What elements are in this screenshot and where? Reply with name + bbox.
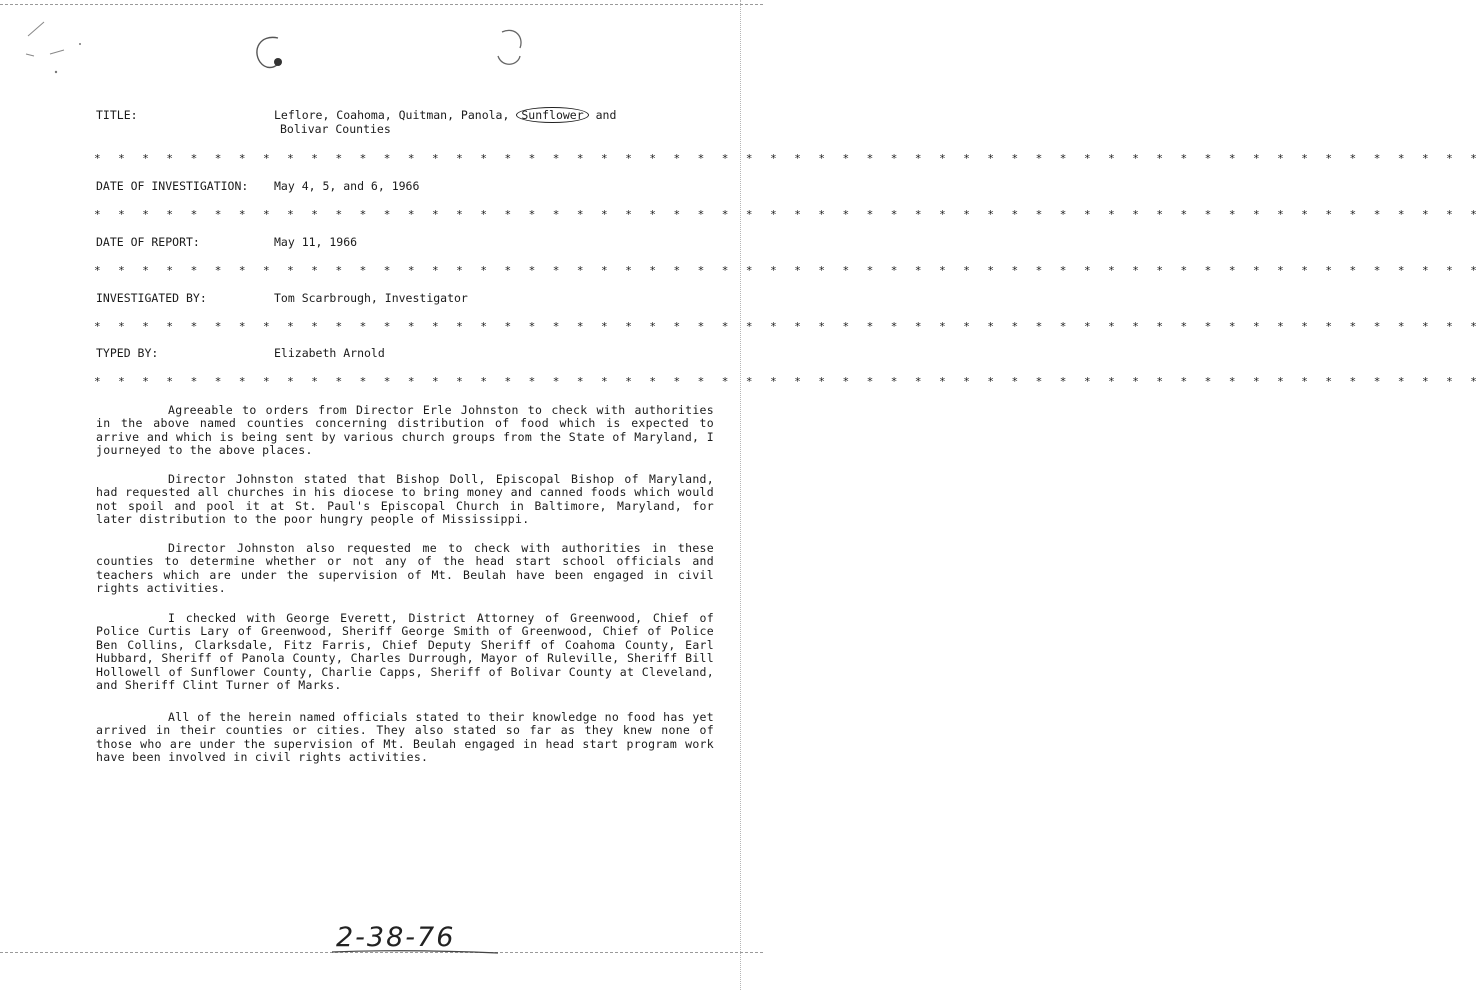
paragraph-3: [96, 542, 714, 596]
title-value-circled: Sunflower: [516, 107, 588, 123]
title-value-part2: and: [595, 108, 617, 122]
title-label: TITLE:: [96, 108, 138, 122]
investigated-by-label: INVESTIGATED BY:: [96, 291, 207, 305]
typed-by-label: TYPED BY:: [96, 346, 159, 360]
paragraph-4: [96, 612, 714, 692]
separator-3: * * * * * * * * * * * * * * * * * * * * * * * * * * * * * * * * * * * * * * * * * * * * * * * * * * * * * * * * * *: [94, 264, 1482, 277]
title-value-line2: Bolivar Counties: [280, 122, 391, 136]
scan-edge-top: [0, 4, 763, 5]
title-value-part1: Leflore, Coahoma, Quitman, Panola,: [274, 108, 510, 122]
paragraph-1: [96, 404, 714, 458]
paragraph-1-text: Agreeable to orders from Director Erle Johnston to check with authorities in the above named counties concerning distribution of food which is expected to arrive and which is being sent by various church groups from the State of Maryland, I journeyed to the above places.: [96, 403, 714, 458]
scan-specks-icon: [20, 14, 100, 84]
separator-5: * * * * * * * * * * * * * * * * * * * * * * * * * * * * * * * * * * * * * * * * * * * * * * * * * * * * * * * * * *: [94, 375, 1482, 388]
page-number-underline-icon: [330, 948, 500, 956]
separator-1: * * * * * * * * * * * * * * * * * * * * * * * * * * * * * * * * * * * * * * * * * * * * * * * * * * * * * * * * * *: [94, 152, 1482, 165]
handwritten-page-number: 2-38-76: [336, 922, 456, 953]
separator-2: * * * * * * * * * * * * * * * * * * * * * * * * * * * * * * * * * * * * * * * * * * * * * * * * * * * * * * * * * *: [94, 208, 1482, 221]
typed-by-value: Elizabeth Arnold: [274, 346, 385, 360]
title-value: [274, 108, 616, 122]
date-investigation-value: May 4, 5, and 6, 1966: [274, 179, 420, 193]
paragraph-5-text: All of the herein named officials stated to their knowledge no food has yet arrived in their counties or cities. They also stated so far as they knew none of those who are under the supervision of Mt. Beulah engaged in head start program work have been involved in civil rights activities.: [96, 710, 714, 765]
separator-4: * * * * * * * * * * * * * * * * * * * * * * * * * * * * * * * * * * * * * * * * * * * * * * * * * * * * * * * * * *: [94, 320, 1482, 333]
date-report-label: DATE OF REPORT:: [96, 235, 200, 249]
paragraph-5: [96, 711, 714, 765]
investigated-by-value: Tom Scarbrough, Investigator: [274, 291, 468, 305]
paragraph-2-text: Director Johnston stated that Bishop Doll, Episcopal Bishop of Maryland, had requested all churches in his diocese to bring money and canned foods which would not spoil and pool it at St. Paul's Episcopal Church in Baltimore, Maryland, for later distribution to the poor hungry people of Mississippi.: [96, 472, 714, 527]
punch-hole-right-icon: [488, 26, 528, 76]
date-investigation-label: DATE OF INVESTIGATION:: [96, 179, 249, 193]
scan-edge-right: [740, 0, 741, 990]
paragraph-4-text: I checked with George Everett, District Attorney of Greenwood, Chief of Police Curtis Lary of Greenwood, Sheriff George Smith of Greenwood, Chief of Police Ben Collins, Clarksdale, Fitz Farris, Chief Deputy Sheriff of Coahoma County, Earl Hubbard, Sheriff of Panola County, Charles Durrough, Mayor of Ruleville, Sheriff Bill Hollowell of Sunflower County, Charlie Capps, Sheriff of Bolivar County at Cleveland, and Sheriff Clint Turner of Marks.: [96, 611, 714, 693]
paragraph-2: [96, 473, 714, 527]
paragraph-3-text: Director Johnston also requested me to check with authorities in these counties to determine whether or not any of the head start school officials and teachers which are under the supervision of Mt. Beulah have been engaged in civil rights activities.: [96, 541, 714, 596]
punch-hole-left-icon: [248, 28, 298, 78]
date-report-value: May 11, 1966: [274, 235, 358, 249]
